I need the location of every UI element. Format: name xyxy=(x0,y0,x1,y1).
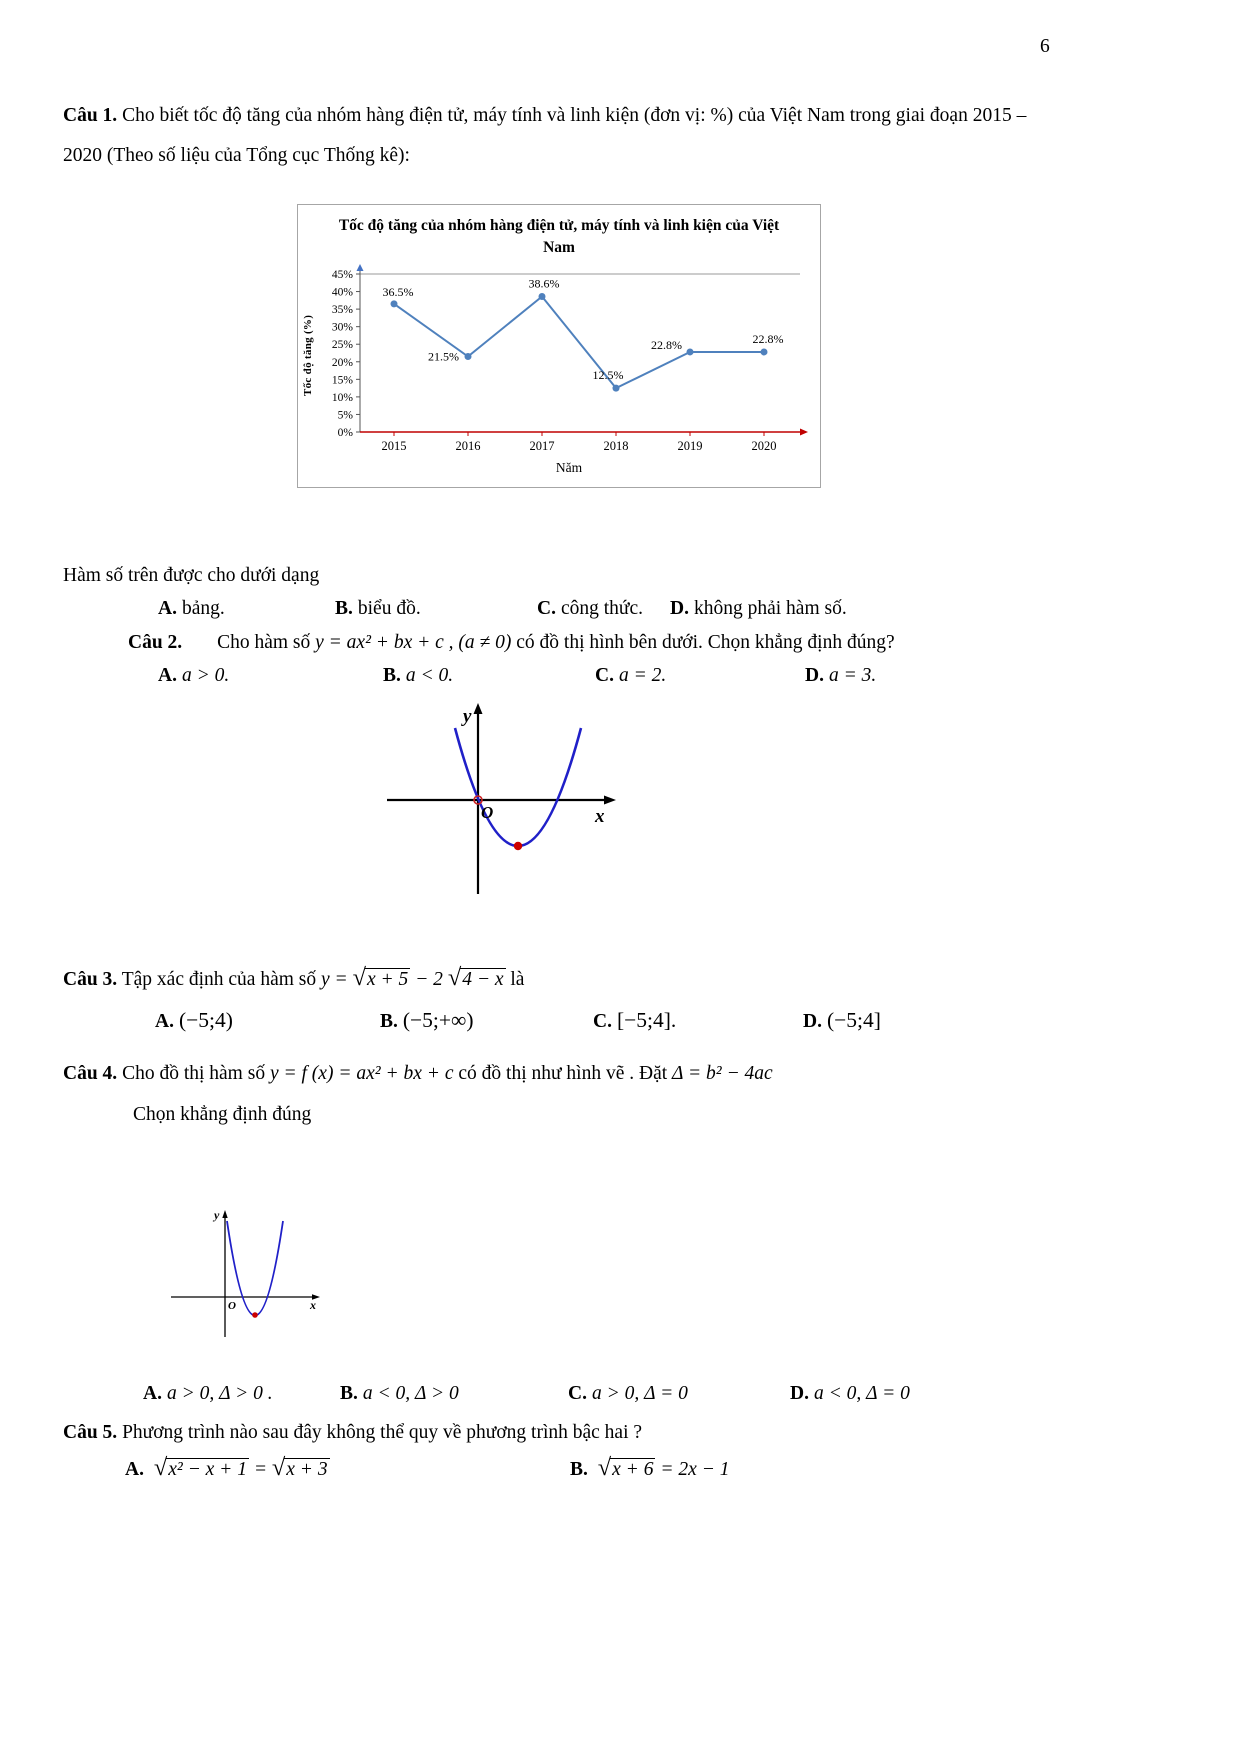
svg-text:2016: 2016 xyxy=(455,439,481,454)
option-1d: D. không phải hàm số. xyxy=(670,598,847,619)
y-axis-label: y xyxy=(463,706,472,727)
option-3a: A. (−5;4) xyxy=(155,1008,233,1032)
option-3d: D. (−5;4] xyxy=(803,1008,881,1032)
sqrt-expression: √x + 5 xyxy=(352,964,409,991)
option-5b: B. √x + 6 = 2x − 1 xyxy=(570,1454,730,1481)
y-axis-label: y xyxy=(214,1208,220,1222)
question-2-pre: Cho hàm số xyxy=(217,632,311,653)
chart-container xyxy=(297,204,821,488)
question-4-label: Câu 4. xyxy=(63,1063,118,1084)
vertex-point xyxy=(252,1312,258,1318)
question-4-formula: y = f (x) = ax² + bx + c xyxy=(269,1063,454,1084)
question-2-options xyxy=(0,665,1241,701)
radical-icon: √ xyxy=(153,1454,168,1481)
question-4-formula2: Δ = b² − 4ac xyxy=(672,1063,773,1084)
option-3b: B. (−5;+∞) xyxy=(380,1008,474,1032)
svg-text:30%: 30% xyxy=(331,322,353,335)
option-5a: A. √x² − x + 1 = √x + 3 xyxy=(125,1454,328,1481)
svg-text:25%: 25% xyxy=(331,339,353,352)
option-4b: B. a < 0, Δ > 0 xyxy=(340,1383,459,1404)
question-1-options xyxy=(0,598,1241,634)
question-5 xyxy=(63,1422,642,1444)
x-axis-arrow-icon xyxy=(604,796,616,805)
parabola-curve xyxy=(455,728,581,846)
svg-text:21.5%: 21.5% xyxy=(428,349,459,364)
option-1c: C. công thức. xyxy=(537,598,644,619)
question-1-text: Cho biết tốc độ tăng của nhóm hàng điện tử, máy tính và linh kiện (đơn vị: %) của Việt Nam trong giai đoạn 2015 – 2020 (Theo số liệu của Tổng cục Thống kê): xyxy=(63,105,1027,166)
svg-text:40%: 40% xyxy=(331,286,353,299)
svg-text:12.5%: 12.5% xyxy=(592,368,624,383)
option-2a: A. a > 0. xyxy=(158,665,230,686)
option-2b: B. a < 0. xyxy=(383,665,454,686)
question-2-post: có đồ thị hình bên dưới. Chọn khẳng định đúng? xyxy=(516,632,895,653)
vertex-point xyxy=(514,842,522,850)
option-4d: D. a < 0, Δ = 0 xyxy=(790,1383,910,1404)
question-5-text: Phương trình nào sau đây không thể quy về phương trình bậc hai ? xyxy=(122,1422,643,1443)
question-2-parabola-graph xyxy=(373,700,623,902)
svg-text:0%: 0% xyxy=(337,427,353,440)
radical-icon: √ xyxy=(271,1454,286,1481)
sqrt-expression: √x + 6 xyxy=(597,1454,654,1481)
question-1 xyxy=(63,96,1031,176)
question-4-mid: có đồ thị như hình vẽ . Đặt xyxy=(458,1063,668,1084)
line-chart xyxy=(324,262,816,456)
svg-text:2018: 2018 xyxy=(603,439,629,454)
chart-y-axis-label: Tốc độ tăng (%) xyxy=(302,314,314,396)
question-3-options xyxy=(0,1008,1241,1044)
x-axis-label: x xyxy=(595,806,605,827)
option-1a: A. bảng. xyxy=(158,598,225,619)
svg-text:2019: 2019 xyxy=(677,439,703,454)
option-1b: B. biểu đồ. xyxy=(335,598,421,619)
svg-text:36.5%: 36.5% xyxy=(382,285,414,300)
svg-text:2020: 2020 xyxy=(751,439,777,454)
question-4-options xyxy=(0,1383,1241,1419)
chart-x-axis-label: Năm xyxy=(555,460,583,476)
sqrt-expression: √x² − x + 1 xyxy=(153,1454,247,1481)
x-axis-label: x xyxy=(310,1298,316,1312)
radical-icon: √ xyxy=(597,1454,612,1481)
option-4c: C. a > 0, Δ = 0 xyxy=(568,1383,688,1404)
question-3-post: là xyxy=(510,969,525,990)
svg-text:45%: 45% xyxy=(331,269,353,282)
question-4-line2: Chọn khẳng định đúng xyxy=(133,1104,312,1125)
question-3 xyxy=(63,966,524,991)
origin-label: O xyxy=(228,1300,236,1312)
question-1-label: Câu 1. xyxy=(63,105,118,126)
y-axis-arrow-icon xyxy=(474,703,483,714)
question-2-label: Câu 2. xyxy=(128,632,183,653)
svg-text:2015: 2015 xyxy=(381,439,407,454)
question-2 xyxy=(128,632,895,654)
chart-title: Tốc độ tăng của nhóm hàng điện tử, máy tính và linh kiện của Việt Nam xyxy=(338,217,780,256)
option-3c: C. [−5;4]. xyxy=(593,1008,677,1032)
svg-text:22.8%: 22.8% xyxy=(752,332,784,347)
radical-icon: √ xyxy=(352,964,366,991)
question-3-label: Câu 3. xyxy=(63,969,118,990)
question-3-formula-lead: y = xyxy=(320,969,348,990)
question-1-subtext: Hàm số trên được cho dưới dạng xyxy=(63,565,320,586)
y-axis-arrow-icon xyxy=(222,1210,227,1218)
radical-icon: √ xyxy=(447,964,462,991)
svg-text:10%: 10% xyxy=(331,392,353,405)
option-2c: C. a = 2. xyxy=(595,665,667,686)
question-5-options xyxy=(0,1456,1241,1492)
question-3-pre: Tập xác định của hàm số xyxy=(121,969,317,990)
svg-text:15%: 15% xyxy=(331,374,353,387)
question-3-formula-mid: − 2 xyxy=(415,969,443,990)
svg-text:20%: 20% xyxy=(331,357,353,370)
sqrt-expression: √x + 3 xyxy=(271,1454,328,1481)
question-4 xyxy=(63,1063,773,1085)
question-5-label: Câu 5. xyxy=(63,1422,118,1443)
svg-text:5%: 5% xyxy=(337,409,353,422)
svg-text:22.8%: 22.8% xyxy=(651,338,682,353)
svg-text:2017: 2017 xyxy=(529,439,555,454)
origin-label: O xyxy=(481,803,494,822)
question-4-pre: Cho đồ thị hàm số xyxy=(122,1063,266,1084)
svg-text:38.6%: 38.6% xyxy=(528,276,560,291)
sqrt-expression: √4 − x xyxy=(447,964,504,991)
option-2d: D. a = 3. xyxy=(805,665,877,686)
question-4-parabola-graph xyxy=(163,1205,338,1350)
svg-text:35%: 35% xyxy=(331,304,353,317)
question-2-formula: y = ax² + bx + c , (a ≠ 0) xyxy=(315,632,512,653)
option-4a: A. a > 0, Δ > 0 . xyxy=(143,1383,273,1404)
page-number: 6 xyxy=(1040,36,1050,57)
